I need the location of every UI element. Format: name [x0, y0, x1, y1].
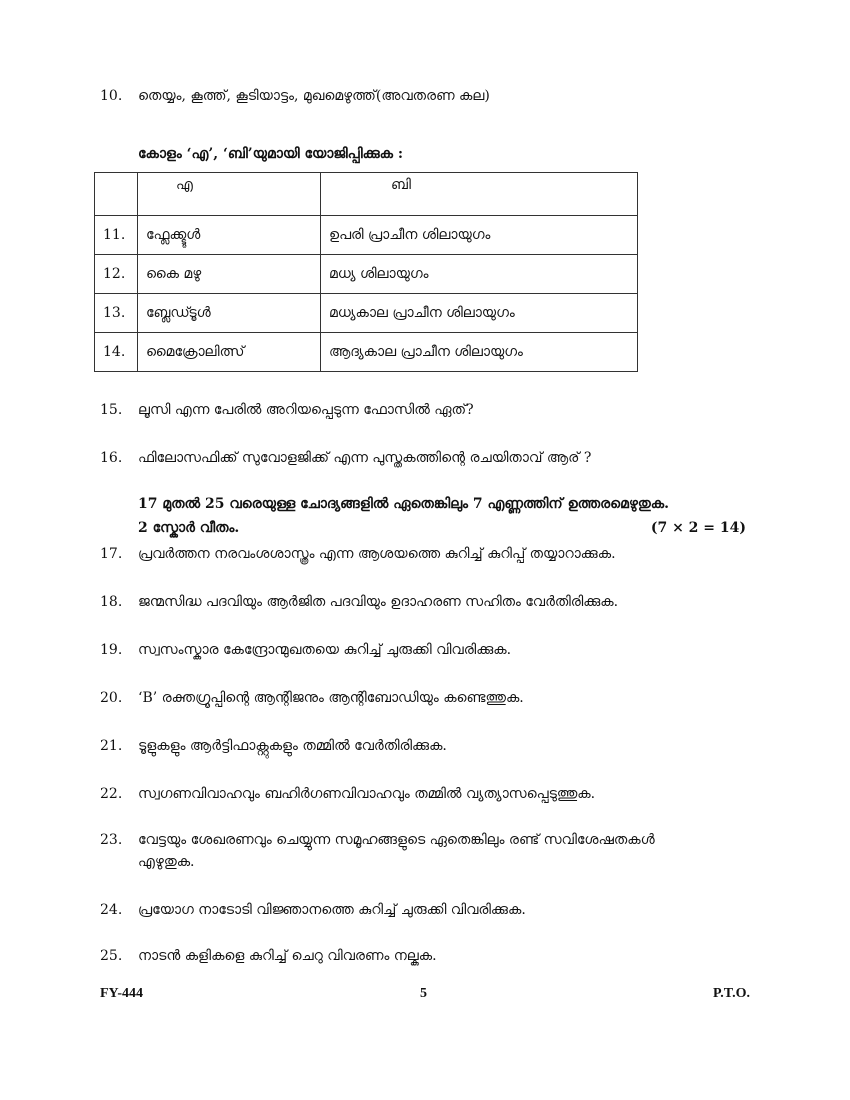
- question-number: 20.: [100, 690, 123, 706]
- instruction-line-1: 17 മുതൽ 25 വരെയുള്ള ചോദ്യങ്ങളിൽ ഏതെങ്കിലും 7 എണ്ണത്തിന് ഉത്തരമെഴുതുക.: [138, 496, 670, 512]
- table-row: [95, 294, 638, 333]
- question-text: പ്രവർത്തന നരവംശശാസ്ത്രം എന്ന ആശയത്തെ കുറിച്ച് കുറിപ്പ് തയ്യാറാക്കുക.: [138, 546, 616, 562]
- table-row: [95, 216, 638, 255]
- column-b-cell: മധ്യകാല പ്രാചീന ശിലായുഗം: [321, 294, 638, 333]
- question-text: തെയ്യം, കൂത്ത്, കൂടിയാട്ടം, മുഖമെഴുത്ത്(അവതരണ കല): [138, 88, 490, 104]
- question-number: 19.: [100, 642, 123, 658]
- column-b-cell: ഉപരി പ്രാചീന ശിലായുഗം: [321, 216, 638, 255]
- question-number: 15.: [100, 402, 123, 418]
- question-text: വേട്ടയും ശേഖരണവും ചെയ്യുന്ന സമൂഹങ്ങളുടെ ഏതെങ്കിലും രണ്ട് സവിശേഷതകൾ: [138, 832, 655, 848]
- column-b-header: ബി: [321, 173, 638, 216]
- match-section-title: കോളം ‘എ’, ‘ബി’യുമായി യോജിപ്പിക്കുക :: [138, 146, 404, 162]
- question-number: 10.: [100, 88, 123, 104]
- question-text: പ്രയോഗ നാടോടി വിജ്ഞാനത്തെ കുറിച്ച് ചുരുക്കി വിവരിക്കുക.: [138, 902, 526, 918]
- page-number: 5: [420, 986, 427, 1001]
- question-text: ജന്മസിദ്ധ പദവിയും ആർജിത പദവിയും ഉദാഹരണ സഹിതം വേർതിരിക്കുക.: [138, 594, 619, 610]
- question-text: സ്വഗണവിവാഹവും ബഹിർഗണവിവാഹവും തമ്മിൽ വ്യത്യാസപ്പെടുത്തുക.: [138, 786, 596, 802]
- table-row: [95, 255, 638, 294]
- column-a-cell: കൈ മഴു: [138, 255, 321, 294]
- column-b-cell: ആദ്യകാല പ്രാചീന ശിലായുഗം: [321, 333, 638, 372]
- question-number: 16.: [100, 450, 123, 466]
- question-text: ‘B’ രക്തഗ്രൂപ്പിന്റെ ആന്റിജനും ആന്റിബോഡിയും കണ്ടെത്തുക.: [138, 690, 524, 706]
- question-number: 23.: [100, 832, 123, 848]
- column-a-cell: മൈക്രോലിത്സ്: [138, 333, 321, 372]
- pto-label: P.T.O.: [713, 986, 750, 1001]
- match-table: [94, 172, 638, 372]
- question-number: 17.: [100, 546, 123, 562]
- row-number: 11.: [95, 216, 138, 255]
- column-a-header: എ: [138, 173, 321, 216]
- marks-allocation: (7 × 2 = 14): [650, 520, 746, 536]
- question-text-continued: എഴുതുക.: [138, 854, 195, 870]
- paper-code: FY-444: [100, 986, 144, 1001]
- column-a-cell: ബ്ലേഡ്ടൂൾ: [138, 294, 321, 333]
- row-number: 13.: [95, 294, 138, 333]
- question-number: 21.: [100, 738, 123, 754]
- question-text: ടൂളുകളും ആർട്ടിഫാക്റ്റുകളും തമ്മിൽ വേർതിരിക്കുക.: [138, 738, 447, 754]
- table-header-row: [95, 173, 638, 216]
- row-number: 12.: [95, 255, 138, 294]
- question-text: ലൂസി എന്ന പേരിൽ അറിയപ്പെടുന്ന ഫോസിൽ ഏത്?: [138, 402, 474, 418]
- table-header-empty: [95, 173, 138, 216]
- question-number: 18.: [100, 594, 123, 610]
- column-b-cell: മധ്യ ശിലായുഗം: [321, 255, 638, 294]
- instruction-line-2: 2 സ്കോർ വീതം.: [138, 520, 240, 536]
- row-number: 14.: [95, 333, 138, 372]
- question-text: സ്വസംസ്കാര കേന്ദ്രോന്മുഖതയെ കുറിച്ച് ചുരുക്കി വിവരിക്കുക.: [138, 642, 512, 658]
- column-a-cell: ഫ്ലേക്ക്ടൂൾ: [138, 216, 321, 255]
- question-text: നാടൻ കളികളെ കുറിച്ച് ചെറു വിവരണം നല്കുക.: [138, 948, 437, 964]
- question-number: 24.: [100, 902, 123, 918]
- question-text: ഫിലോസഫിക്ക് സുവോളജിക്ക് എന്ന പുസ്തകത്തിന്റെ രചയിതാവ് ആര് ?: [138, 450, 592, 466]
- table-row: [95, 333, 638, 372]
- question-number: 25.: [100, 948, 123, 964]
- question-number: 22.: [100, 786, 123, 802]
